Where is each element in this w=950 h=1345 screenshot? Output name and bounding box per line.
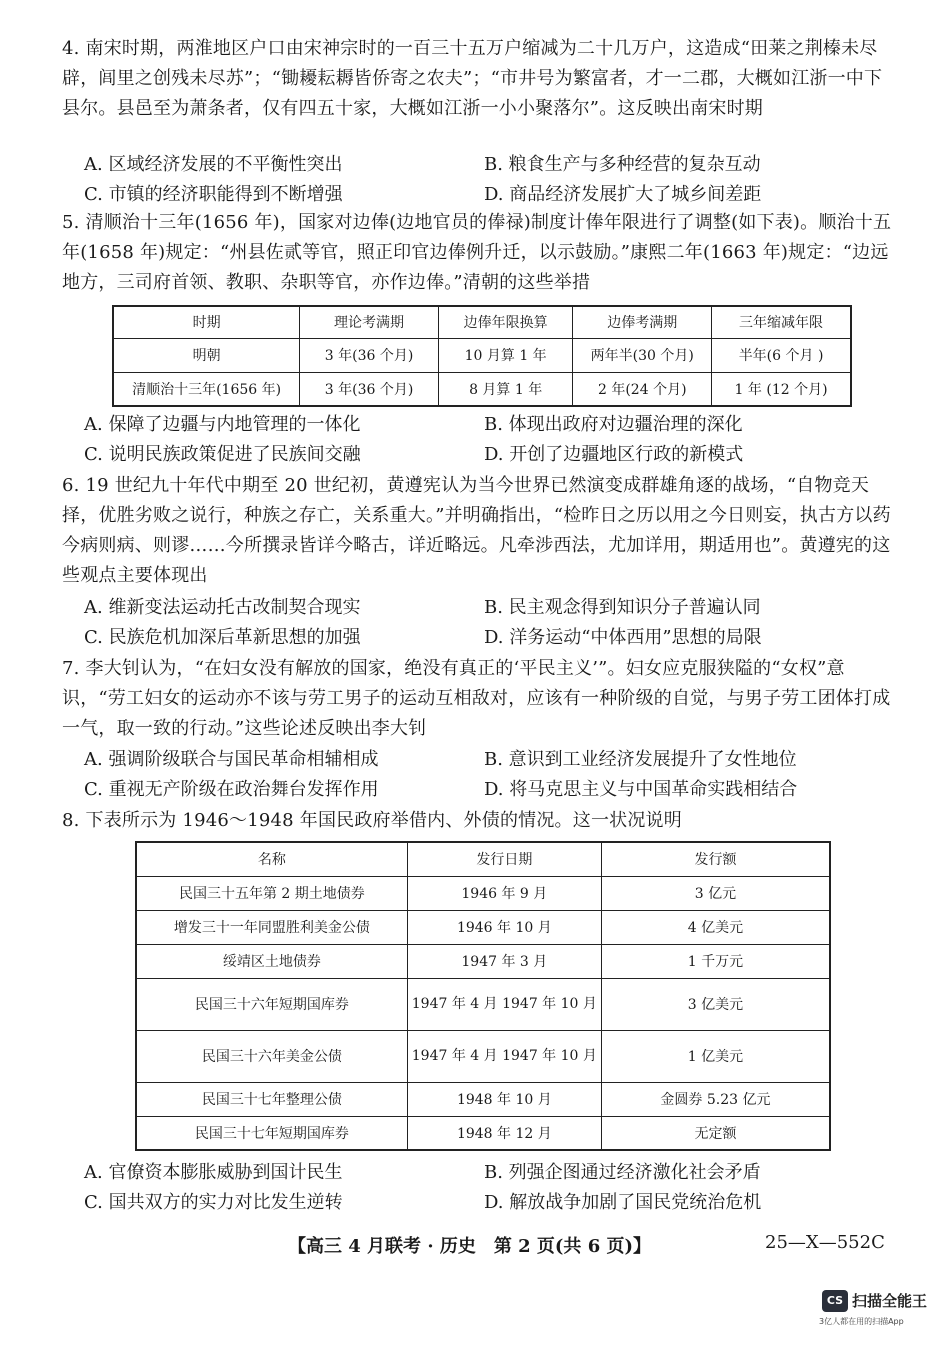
q5-option-a: A. 保障了边疆与内地管理的一体化 xyxy=(84,414,361,435)
table-row xyxy=(136,1030,830,1082)
q5-cell: 明朝 xyxy=(113,338,300,372)
q5-cell: 10 月算 1 年 xyxy=(438,338,573,372)
q6-option-b: B. 民主观念得到知识分子普遍认同 xyxy=(484,597,761,618)
exam-code: 25—X—552C xyxy=(765,1232,885,1253)
q8-cell: 1947 年 4 月 1947 年 10 月 xyxy=(407,978,601,1030)
question-8-stem: 8. 下表所示为 1946～1948 年国民政府举借内、外债的情况。这一状况说明 xyxy=(62,810,682,831)
q5-header-cell: 三年缩减年限 xyxy=(712,306,851,338)
q5-cell: 3 年(36 个月) xyxy=(300,372,439,406)
q8-cell: 3 亿元 xyxy=(601,876,830,910)
q6-option-d: D. 洋务运动“中体西用”思想的局限 xyxy=(484,627,762,648)
table-row xyxy=(136,910,830,944)
q8-option-d: D. 解放战争加剧了国民党统治危机 xyxy=(484,1192,762,1213)
q5-cell: 1 年 (12 个月) xyxy=(712,372,851,406)
q5-option-d: D. 开创了边疆地区行政的新模式 xyxy=(484,444,744,465)
q8-cell: 1947 年 3 月 xyxy=(407,944,601,978)
q8-cell: 1948 年 10 月 xyxy=(407,1082,601,1116)
q4-option-b: B. 粮食生产与多种经营的复杂互动 xyxy=(484,154,761,175)
table-row xyxy=(136,876,830,910)
q8-header-cell: 名称 xyxy=(136,842,407,876)
watermark-subtitle: 3亿人都在用的扫描App xyxy=(819,1317,904,1326)
watermark-name: 扫描全能王 xyxy=(852,1292,928,1310)
q8-cell: 民国三十六年短期国库券 xyxy=(136,978,407,1030)
q7-option-c: C. 重视无产阶级在政治舞台发挥作用 xyxy=(84,779,379,800)
q5-header-cell: 边俸考满期 xyxy=(573,306,712,338)
q8-cell: 1948 年 12 月 xyxy=(407,1116,601,1150)
q8-cell: 3 亿美元 xyxy=(601,978,830,1030)
q5-cell: 两年半(30 个月) xyxy=(573,338,712,372)
q7-option-d: D. 将马克思主义与中国革命实践相结合 xyxy=(484,779,798,800)
q8-cell: 绥靖区土地债券 xyxy=(136,944,407,978)
q5-option-b: B. 体现出政府对边疆治理的深化 xyxy=(484,414,743,435)
q8-header-cell: 发行额 xyxy=(601,842,830,876)
q8-header-cell: 发行日期 xyxy=(407,842,601,876)
q8-cell: 1946 年 9 月 xyxy=(407,876,601,910)
question-4-stem: 4. 南宋时期，两淮地区户口由宋神宗时的一百三十五万户缩减为二十几万户，这造成“田莱之荆榛未尽辟，闾里之创残未尽苏”；“锄耰耘耨皆侨寄之农夫”；“市井号为繁富者，才一二郡，大概如江浙一中下县尔。县邑至为萧条者，仅有四五十家，大概如江浙一小小聚落尔”。这反映出南宋时期 xyxy=(62,38,883,119)
table-row xyxy=(113,372,851,406)
q5-table xyxy=(112,305,852,407)
q6-option-a: A. 维新变法运动托古改制契合现实 xyxy=(84,597,361,618)
question-8-options xyxy=(84,1158,884,1218)
q8-cell: 无定额 xyxy=(601,1116,830,1150)
table-row xyxy=(136,978,830,1030)
table-row xyxy=(136,944,830,978)
question-4-options xyxy=(84,150,884,210)
q5-cell: 3 年(36 个月) xyxy=(300,338,439,372)
q5-cell: 2 年(24 个月) xyxy=(573,372,712,406)
q8-cell: 民国三十五年第 2 期土地债券 xyxy=(136,876,407,910)
question-6-stem: 6. 19 世纪九十年代中期至 20 世纪初，黄遵宪认为当今世界已然演变成群雄角逐的战场，“自物竞天择，优胜劣败之说行，种族之存亡，关系重大。”并明确指出，“检昨日之历以用之今日则妄，执古方以药今病则病、则谬……今所撰录皆详今略古，详近略远。凡牵涉西法，尤加详用，期适用也”。黄遵宪的这些观点主要体现出 xyxy=(62,475,891,586)
q8-table xyxy=(135,841,831,1151)
q6-option-c: C. 民族危机加深后革新思想的加强 xyxy=(84,627,361,648)
q8-cell: 民国三十七年短期国库券 xyxy=(136,1116,407,1150)
q5-option-c: C. 说明民族政策促进了民族间交融 xyxy=(84,444,361,465)
q8-cell: 1947 年 4 月 1947 年 10 月 xyxy=(407,1030,601,1082)
q8-cell: 民国三十七年整理公债 xyxy=(136,1082,407,1116)
q5-header-cell: 边俸年限换算 xyxy=(438,306,573,338)
q5-cell: 半年(6 个月 ) xyxy=(712,338,851,372)
q8-table-header xyxy=(136,842,830,876)
camscanner-logo-icon: CS xyxy=(822,1290,848,1312)
q4-option-c: C. 市镇的经济职能得到不断增强 xyxy=(84,184,343,205)
table-row xyxy=(136,1082,830,1116)
q8-cell: 4 亿美元 xyxy=(601,910,830,944)
page-footer: 【高三 4 月联考 · 历史 第 2 页(共 6 页)】 xyxy=(288,1236,652,1257)
question-7-options xyxy=(84,745,884,805)
q5-header-cell: 时期 xyxy=(113,306,300,338)
q8-cell: 1946 年 10 月 xyxy=(407,910,601,944)
q5-cell: 清顺治十三年(1656 年) xyxy=(113,372,300,406)
table-row xyxy=(113,338,851,372)
q5-header-cell: 理论考满期 xyxy=(300,306,439,338)
question-5-stem: 5. 清顺治十三年(1656 年)，国家对边俸(边地官员的俸禄)制度计俸年限进行了调整(如下表)。顺治十五年(1658 年)规定：“州县佐贰等官，照正印官边俸例升迁，以示鼓励。”康熙二年(1663 年)规定：“边远地方，三司府首领、教职、杂职等官，亦作边俸。”清朝的这些举措 xyxy=(62,212,892,293)
q5-cell: 8 月算 1 年 xyxy=(438,372,573,406)
q8-cell: 民国三十六年美金公债 xyxy=(136,1030,407,1082)
question-5-options xyxy=(84,410,884,470)
q5-table-header xyxy=(113,306,851,338)
q8-option-a: A. 官僚资本膨胀威胁到国计民生 xyxy=(84,1162,343,1183)
q7-option-a: A. 强调阶级联合与国民革命相辅相成 xyxy=(84,749,379,770)
q4-option-d: D. 商品经济发展扩大了城乡间差距 xyxy=(484,184,762,205)
q8-cell: 1 亿美元 xyxy=(601,1030,830,1082)
q8-option-c: C. 国共双方的实力对比发生逆转 xyxy=(84,1192,343,1213)
q7-option-b: B. 意识到工业经济发展提升了女性地位 xyxy=(484,749,797,770)
q8-cell: 金圆券 5.23 亿元 xyxy=(601,1082,830,1116)
q8-option-b: B. 列强企图通过经济激化社会矛盾 xyxy=(484,1162,761,1183)
question-6-options xyxy=(84,593,884,653)
question-7-stem: 7. 李大钊认为，“在妇女没有解放的国家，绝没有真正的‘平民主义’”。妇女应克服狭隘的“女权”意识，“劳工妇女的运动亦不该与劳工男子的运动互相敌对，应该有一种阶级的自觉，与男子劳工团体打成一气，取一致的行动。”这些论述反映出李大钊 xyxy=(62,658,891,739)
table-row xyxy=(136,1116,830,1150)
q8-cell: 1 千万元 xyxy=(601,944,830,978)
q4-option-a: A. 区域经济发展的不平衡性突出 xyxy=(84,154,343,175)
q8-cell: 增发三十一年同盟胜利美金公债 xyxy=(136,910,407,944)
